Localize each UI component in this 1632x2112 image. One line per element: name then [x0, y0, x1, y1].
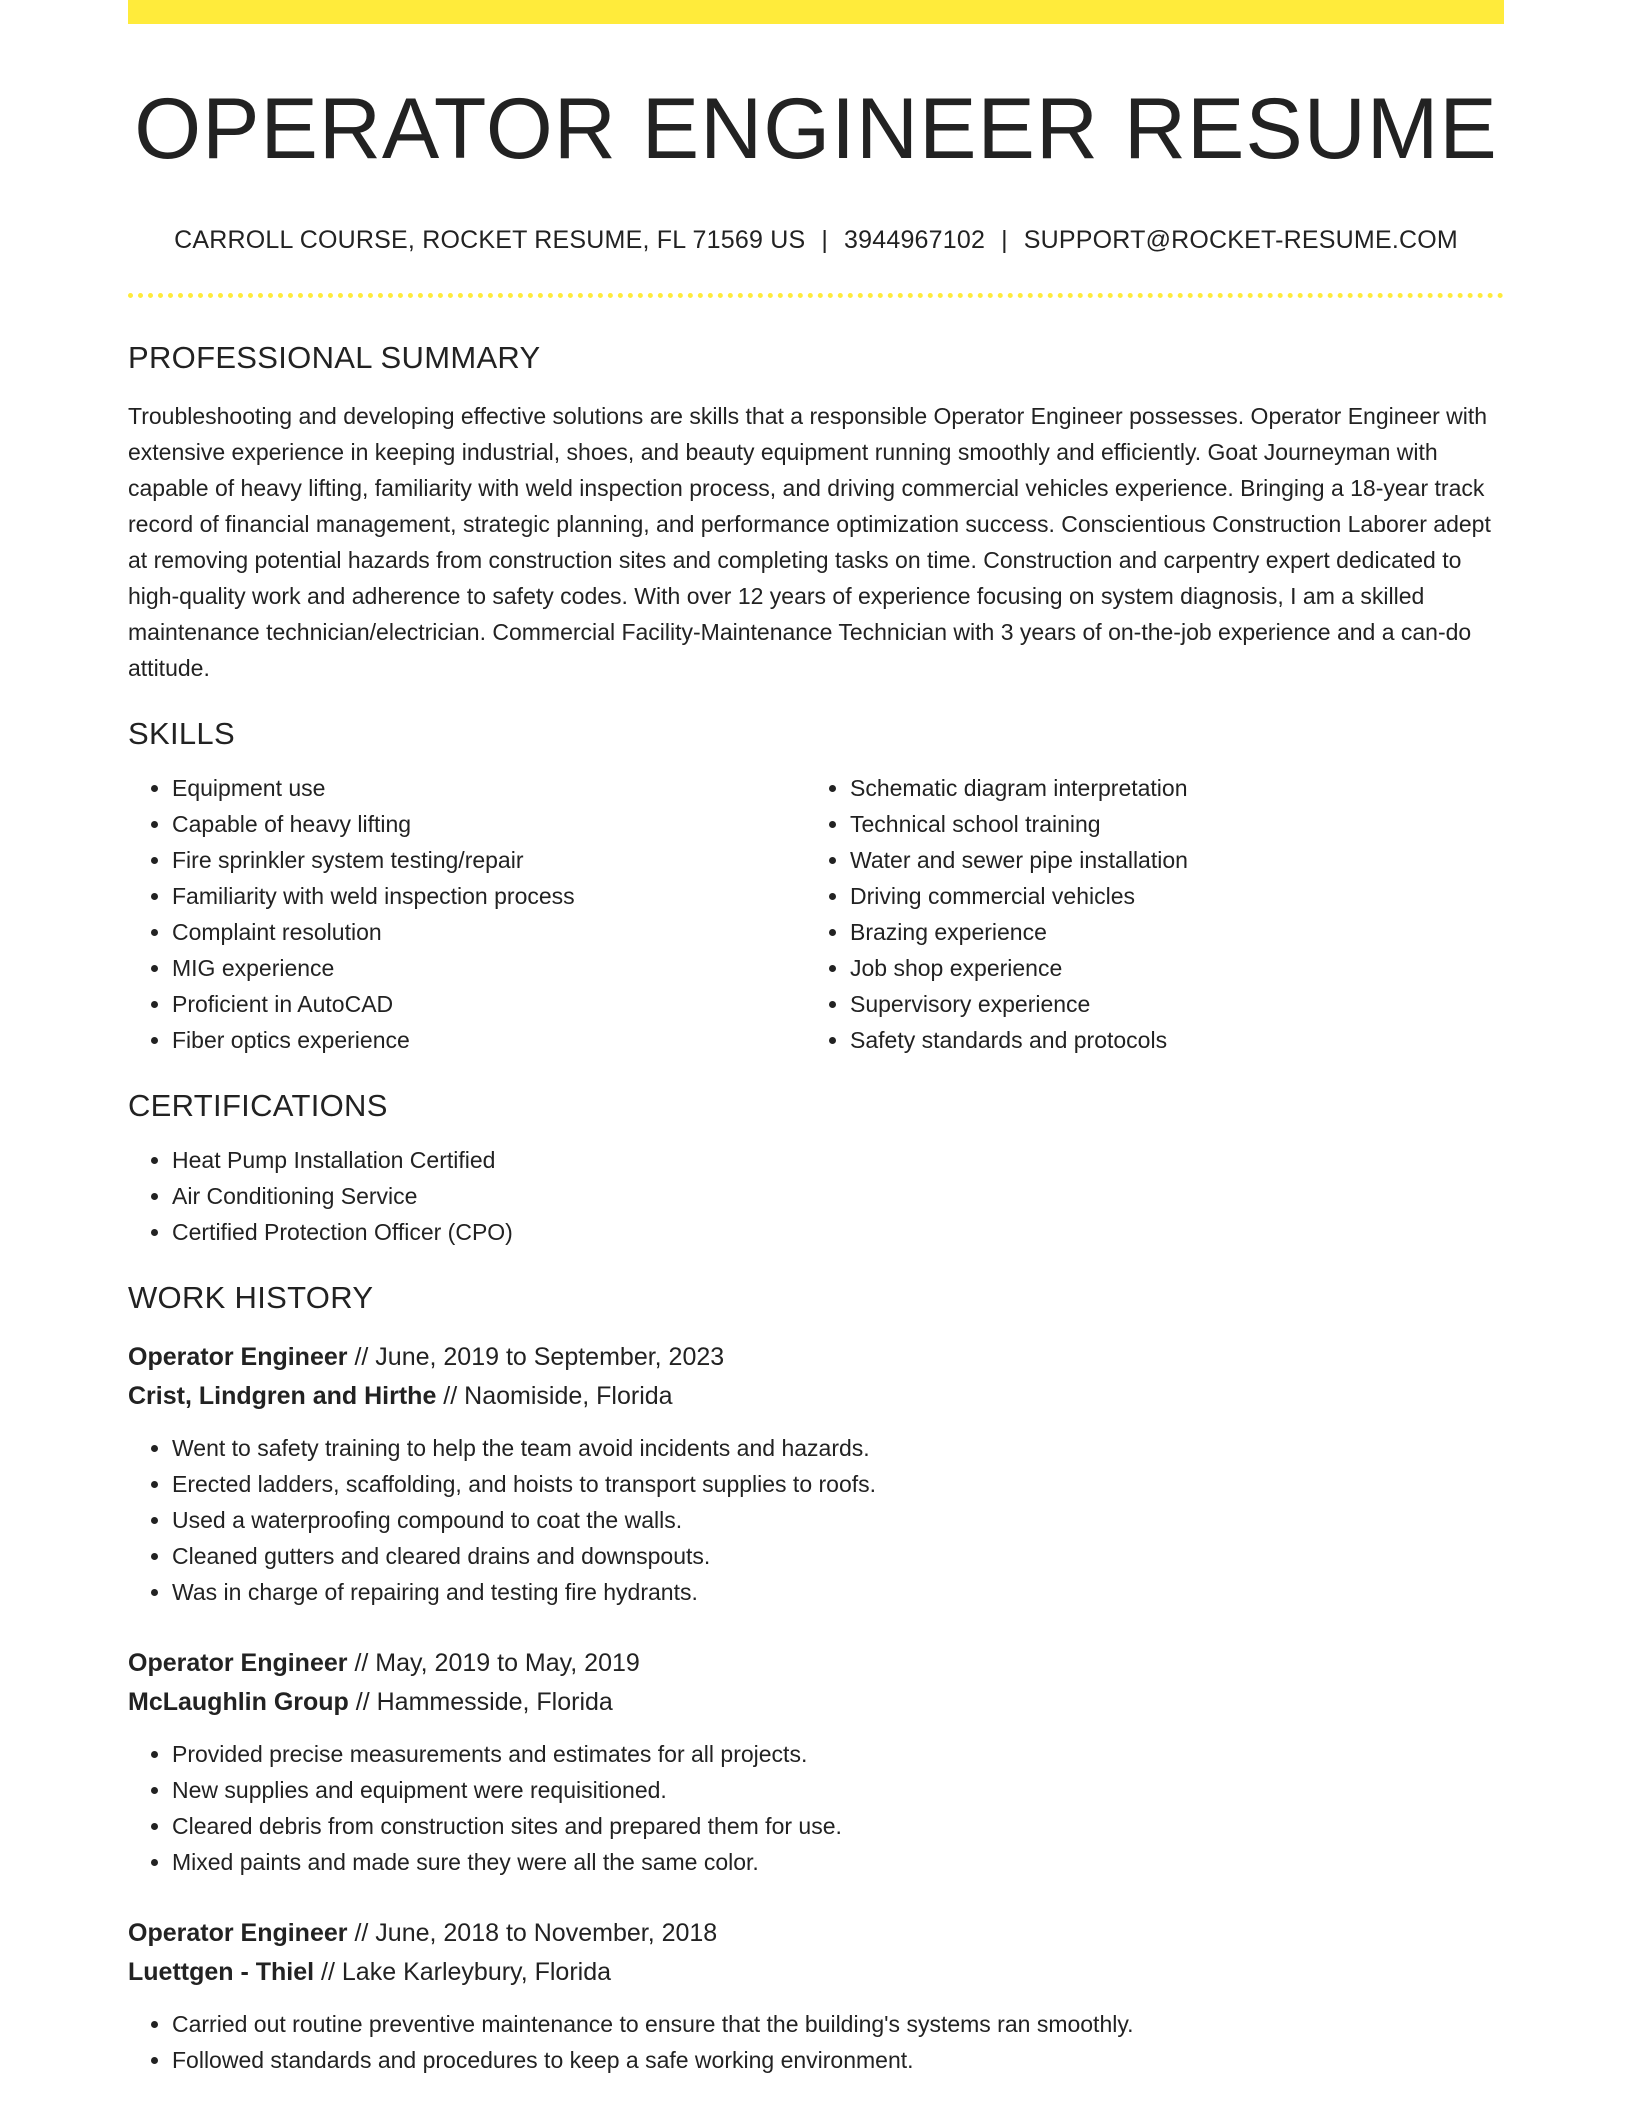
job-bullet: • Used a waterproofing compound to coat the walls. [172, 1502, 1504, 1538]
contact-separator: | [821, 226, 829, 255]
certification-item: • Heat Pump Installation Certified [172, 1142, 1504, 1178]
skill-item: • Brazing experience [850, 914, 1484, 950]
summary-heading: PROFESSIONAL SUMMARY [128, 340, 541, 376]
job-bullet: • Went to safety training to help the team avoid incidents and hazards. [172, 1430, 1504, 1466]
job-title: Operator Engineer [128, 1649, 348, 1678]
job-bullet: • Carried out routine preventive maintenance to ensure that the building's systems ran smoothly. [172, 2006, 1504, 2042]
resume-title: OPERATOR ENGINEER RESUME [134, 81, 1498, 177]
certifications-heading: CERTIFICATIONS [128, 1088, 388, 1124]
skill-item: • Technical school training [850, 806, 1484, 842]
contact-address: CARROLL COURSE, ROCKET RESUME, FL 71569 US [174, 226, 806, 255]
job-title: Operator Engineer [128, 1919, 348, 1948]
job-bullets [128, 1430, 1504, 1610]
skill-item: • Capable of heavy lifting [172, 806, 806, 842]
job-title: Operator Engineer [128, 1343, 348, 1372]
job-company-line [128, 1377, 1504, 1416]
job-bullet: • Cleared debris from construction sites and prepared them for use. [172, 1808, 1504, 1844]
job-location: Lake Karleybury, Florida [341, 1958, 612, 1987]
job-separator: // [314, 1958, 342, 1987]
skill-item: • Familiarity with weld inspection process [172, 878, 806, 914]
job-title-line [128, 1338, 1504, 1377]
skill-item: • Water and sewer pipe installation [850, 842, 1484, 878]
job-bullet: • Erected ladders, scaffolding, and hoists to transport supplies to roofs. [172, 1466, 1504, 1502]
job-entry [128, 1914, 1504, 2078]
job-bullet: • Followed standards and procedures to keep a safe working environment. [172, 2042, 1504, 2078]
skills-left-list [128, 770, 806, 1058]
job-bullets [128, 2006, 1504, 2078]
certifications-list [128, 1142, 1504, 1250]
job-separator: // [436, 1382, 465, 1411]
contact-separator: | [1001, 226, 1008, 255]
job-company: McLaughlin Group [128, 1688, 349, 1717]
job-bullet: • Cleaned gutters and cleared drains and downspouts. [172, 1538, 1504, 1574]
skills-right-list [806, 770, 1484, 1058]
job-bullets [128, 1736, 1504, 1880]
work-history-heading: WORK HISTORY [128, 1280, 374, 1316]
summary-text: Troubleshooting and developing effective solutions are skills that a responsible Operator Engineer possesses. Operator Engineer with extensive experience in keeping industrial, shoes, and beauty equipment running smoothly and efficiently. Goat Journeyman with capable of heavy lifting, familiarity with weld inspection process, and driving commercial vehicles experience. Bringing a 18-year track record of financial management, strategic planning, and performance optimization success. Conscientious Construction Laborer adept at removing potential hazards from construction sites and completing tasks on time. Construction and carpentry expert dedicated to high-quality work and adherence to safety codes. With over 12 years of experience focusing on system diagnosis, I am a skilled maintenance technician/electrician. Commercial Facility-Maintenance Technician with 3 years of on-the-job experience and a can-do attitude. [128, 403, 1491, 682]
job-dates: May, 2019 to May, 2019 [375, 1649, 640, 1678]
skills-heading: SKILLS [128, 716, 235, 752]
job-separator: // [347, 1343, 376, 1372]
header-divider [128, 293, 1504, 298]
skill-item: • Safety standards and protocols [850, 1022, 1484, 1058]
resume-page [128, 0, 1504, 2078]
job-location: Hammesside, Florida [376, 1688, 613, 1717]
job-title-line [128, 1914, 1504, 1953]
contact-line [128, 226, 1504, 255]
job-bullet: • Provided precise measurements and estimates for all projects. [172, 1736, 1504, 1772]
job-company: Luettgen - Thiel [128, 1958, 315, 1987]
job-title-line [128, 1644, 1504, 1683]
job-bullet: • Mixed paints and made sure they were all the same color. [172, 1844, 1504, 1880]
skills-grid [128, 770, 1504, 1058]
job-location: Naomiside, Florida [464, 1382, 673, 1411]
contact-phone: 3944967102 [844, 226, 986, 255]
job-bullet: • New supplies and equipment were requisitioned. [172, 1772, 1504, 1808]
job-entry [128, 1644, 1504, 1880]
skill-item: • Equipment use [172, 770, 806, 806]
skill-item: • Fire sprinkler system testing/repair [172, 842, 806, 878]
skill-item: • Supervisory experience [850, 986, 1484, 1022]
job-separator: // [348, 1688, 377, 1717]
skill-item: • Driving commercial vehicles [850, 878, 1484, 914]
skill-item: • Fiber optics experience [172, 1022, 806, 1058]
job-company-line [128, 1683, 1504, 1722]
top-accent-bar [128, 0, 1504, 24]
contact-email: SUPPORT@ROCKET-RESUME.COM [1023, 226, 1458, 255]
job-bullet: • Was in charge of repairing and testing fire hydrants. [172, 1574, 1504, 1610]
job-dates: June, 2019 to September, 2023 [375, 1343, 725, 1372]
job-company-line [128, 1953, 1504, 1992]
job-separator: // [347, 1649, 376, 1678]
skill-item: • Job shop experience [850, 950, 1484, 986]
job-dates: June, 2018 to November, 2018 [375, 1919, 718, 1948]
job-separator: // [347, 1919, 376, 1948]
certification-item: • Certified Protection Officer (CPO) [172, 1214, 1504, 1250]
skill-item: • MIG experience [172, 950, 806, 986]
job-company: Crist, Lindgren and Hirthe [128, 1382, 437, 1411]
certification-item: • Air Conditioning Service [172, 1178, 1504, 1214]
skill-item: • Proficient in AutoCAD [172, 986, 806, 1022]
job-entry [128, 1338, 1504, 1610]
skill-item: • Complaint resolution [172, 914, 806, 950]
work-history-list [128, 1338, 1504, 2078]
skill-item: • Schematic diagram interpretation [850, 770, 1484, 806]
